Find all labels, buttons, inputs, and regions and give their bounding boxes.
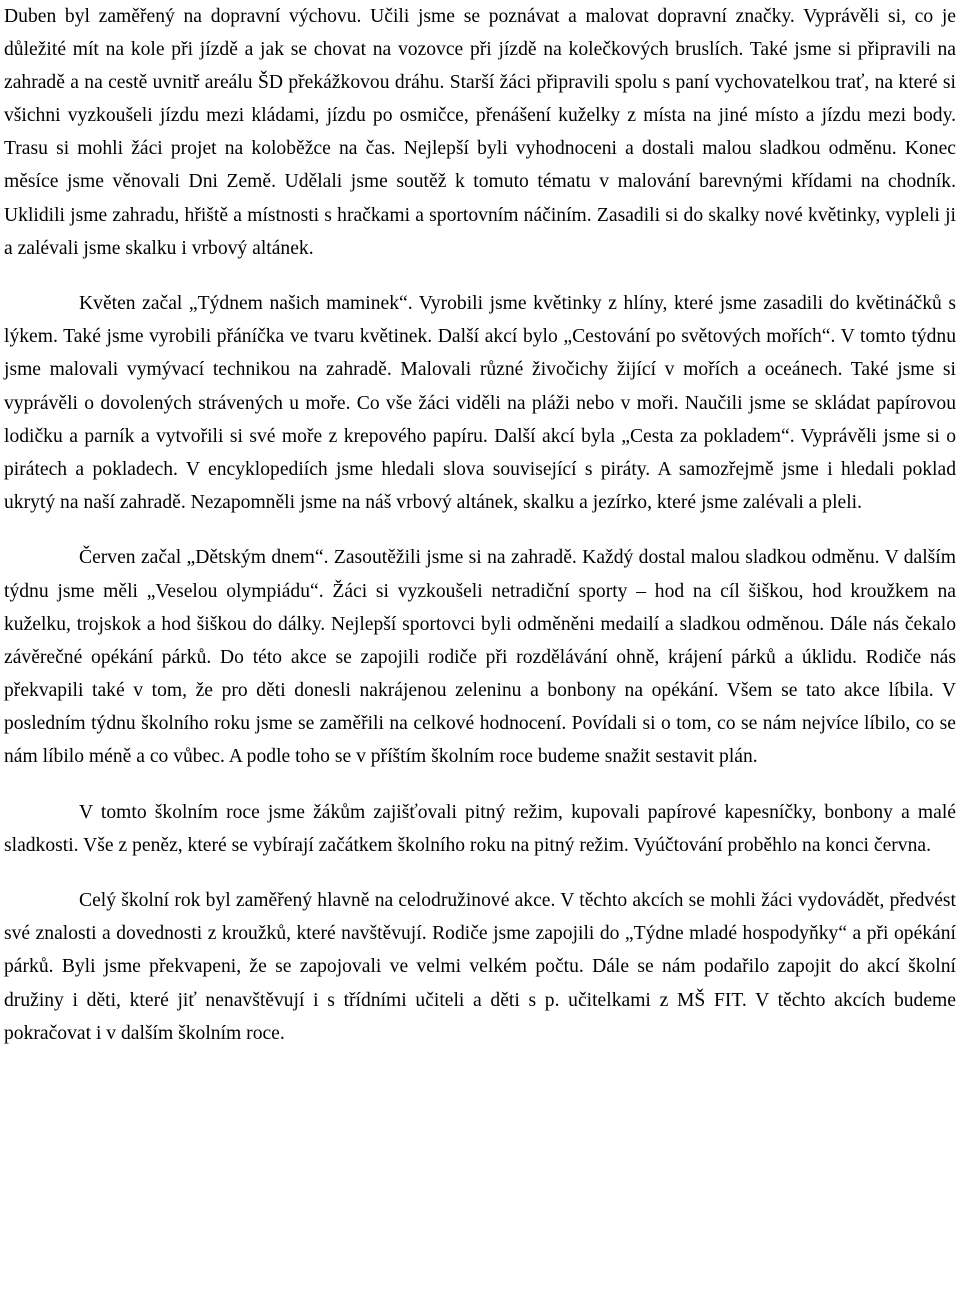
paragraph-june: Červen začal „Dětským dnem“. Zasoutěžili jsme si na zahradě. Každý dostal malou sladkou odměnu. V dalším týdnu jsme měli „Veselou olympiádu“. Žáci si vyzkoušeli netradiční sporty – hod na cíl šiškou, hod kroužkem na kuželku, trojskok a hod šiškou do dálky. Nejlepší sportovci byli odměněni medailí a sladkou odměnou. Dále nás čekalo závěrečné opékání párků. Do této akce se zapojili rodiče při rozdělávání ohně, krájení párků a úklidu. Rodiče nás překvapili také v tom, že pro děti donesli nakrájenou zeleninu a bonbony na opékání. Všem se tato akce líbila. V posledním týdnu školního roku jsme se zaměřili na celkové hodnocení. Povídali si o tom, co se nám nejvíce líbilo, co se nám líbilo méně a co vůbec. A podle toho se v příštím školním roce budeme snažit sestavit plán. bbox=[4, 547, 956, 767]
document-page bbox=[4, 0, 956, 1050]
paragraph-may: Květen začal „Týdnem našich maminek“. Vyrobili jsme květinky z hlíny, které jsme zasadili do květináčků s lýkem. Také jsme vyrobili přáníčka ve tvaru květinek. Další akcí bylo „Cestování po světových mořích“. V tomto týdnu jsme malovali vymývací technikou na zahradě. Malovali různé živočichy žijící v mořích a oceánech. Také jsme si vyprávěli o dovolených strávených u moře. Co vše žáci viděli na pláži nebo v moři. Naučili jsme se skládat papírovou lodičku a parník a vytvořili si své moře z krepového papíru. Další akcí byla „Cesta za pokladem“. Vyprávěli jsme si o pirátech a pokladech. V encyklopediích jsme hledali slova související s piráty. A samozřejmě jsme i hledali poklad ukrytý na naší zahradě. Nezapomněli jsme na náš vrbový altánek, skalku a jezírko, které jsme zalévali a pleli. bbox=[4, 293, 956, 513]
paragraph-school-year-summary: Celý školní rok byl zaměřený hlavně na celodružinové akce. V těchto akcích se mohli žáci vydovádět, předvést své znalosti a dovednosti z kroužků, které navštěvují. Rodiče jsme zapojili do „Týdne mladé hospodyňky“ a při opékání párků. Byli jsme překvapeni, že se zapojovali ve velmi velkém počtu. Dále se nám podařilo zapojit do akcí školní družiny i děti, které jiť nenavštěvují i s třídními učiteli a děti s p. učitelkami z MŠ FIT. V těchto akcích budeme pokračovat i v dalším školním roce. bbox=[4, 890, 956, 1044]
paragraph-april: Duben byl zaměřený na dopravní výchovu. Učili jsme se poznávat a malovat dopravní značky. Vyprávěli si, co je důležité mít na kole při jízdě a jak se chovat na vozovce při jízdě na kolečkových bruslích. Také jsme si připravili na zahradě a na cestě uvnitř areálu ŠD překážkovou dráhu. Starší žáci připravili spolu s paní vychovatelkou trať, na které si všichni vyzkoušeli jízdu mezi kládami, jízdu po osmičce, přenášení kuželky z místa na jiné místo a jízdu mezi body. Trasu si mohli žáci projet na koloběžce na čas. Nejlepší byli vyhodnoceni a dostali malou sladkou odměnu. Konec měsíce jsme věnovali Dni Země. Udělali jsme soutěž k tomuto tématu v malování barevnými křídami na chodník. Uklidili jsme zahradu, hřiště a místnosti s hračkami a sportovním náčiním. Zasadili si do skalky nové květinky, vypleli ji a zalévali jsme skalku i vrbový altánek. bbox=[4, 6, 956, 259]
paragraph-drinking-regime: V tomto školním roce jsme žákům zajišťovali pitný režim, kupovali papírové kapesníčky, bonbony a malé sladkosti. Vše z peněz, které se vybírají začátkem školního roku na pitný režim. Vyúčtování proběhlo na konci června. bbox=[4, 801, 956, 856]
